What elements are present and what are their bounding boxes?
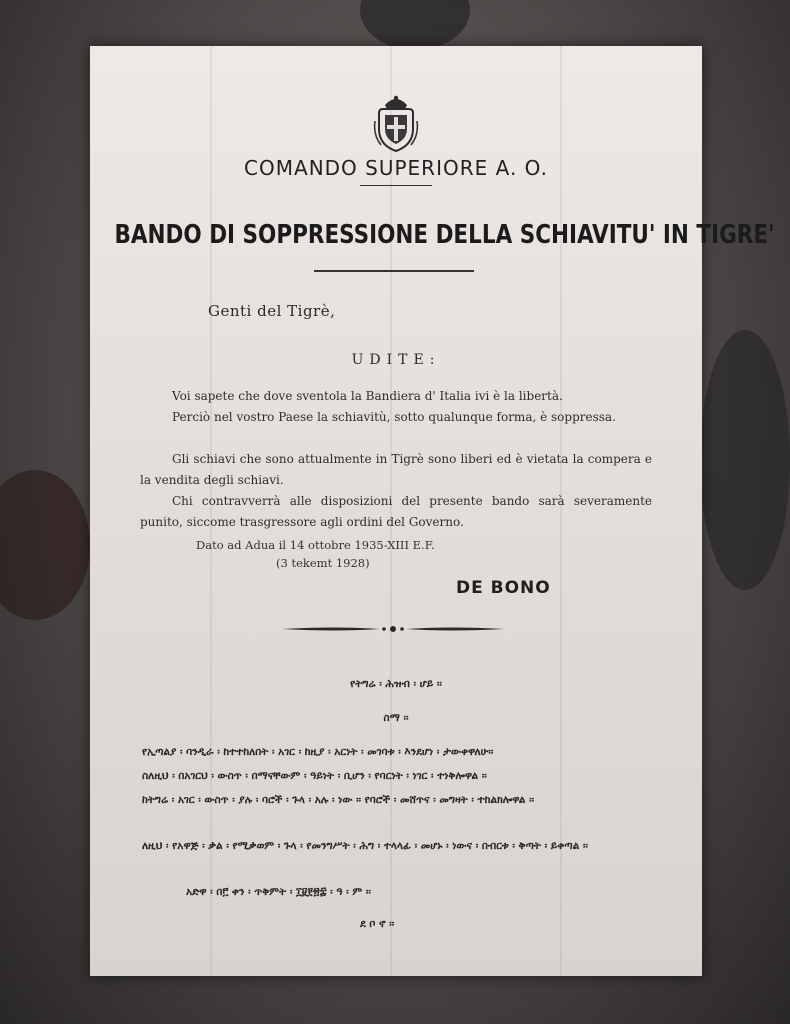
amharic-paragraph: ከትግሬ ፡ አገር ፡ ውስጥ ፡ ያሉ ፡ ባሮች ፡ ጉላ ፡ አሉ ፡ ነው ፡፡ የባሮች ፡ መሸጥና ፡ መግዛት ፡ ተከልክሎዋል ፡፡: [142, 794, 535, 806]
date-block: [196, 536, 435, 572]
amharic-call: ስማ ፡፡: [383, 712, 409, 724]
amharic-paragraph: ስለዚህ ፡ በአገርህ ፡ ውስጥ ፡ በማናቸውም ፡ ዓይነት ፡ ቢሆን ፡ የባርነት ፡ ነገር ፡ ተነቅሎዋል ፡፡: [142, 770, 487, 782]
divider: [314, 270, 474, 272]
ornamental-divider-icon: [280, 620, 506, 638]
salutation: Genti del Tigrè,: [208, 302, 336, 320]
date-alt: (3 tekemt 1928): [276, 556, 370, 570]
amharic-paragraph: ለዚህ ፡ የአዋጅ ፡ ቃል ፡ የሚቃወም ፡ ጉላ ፡ የመንግሥት ፡ ሕግ ፡ ተላላፊ ፡ መሆኑ ፡ ነውና ፡ በብርቱ ፡ ቅጣት ፡ ይቀጣል ፡፡: [142, 840, 588, 852]
wall-stain: [700, 330, 790, 590]
call-to-listen: UDITE:: [351, 352, 441, 368]
savoy-coat-of-arms-icon: [371, 91, 421, 155]
amharic-paragraph: የኢጣልያ ፡ ባንዲራ ፡ ከተተከለበት ፡ አገር ፡ ከዚያ ፡ አርነት ፡ መገባቱ ፡ እንደሆነ ፡ ታውቀዋለሁ፡፡: [142, 746, 494, 758]
paragraph: Chi contravverrà alle disposizioni del presente bando sarà severamente punito, siccome trasgressore agli ordini del Governo.: [140, 494, 652, 529]
proclamation-poster: [90, 46, 775, 976]
paragraph: Gli schiavi che sono attualmente in Tigrè sono liberi ed è vietata la compera e la vendita degli schiavi.: [140, 452, 652, 487]
wall-stain: [0, 470, 90, 620]
amharic-salutation: የትግሬ ፡ ሕዝብ ፡ ሆይ ፡፡: [350, 678, 442, 690]
divider: [360, 185, 432, 186]
amharic-signature: ደ ቦ ኖ ፡፡: [360, 918, 395, 930]
paragraph: Perciò nel vostro Paese la schiavitù, sotto qualunque forma, è soppressa.: [172, 410, 616, 424]
amharic-date: አድዋ ፡ በ፫ ቀን ፡ ጥቅምት ፡ ፲፱፻፳፰ ፡ ዓ ፡ ም ፡፡: [186, 886, 371, 898]
command-header: COMANDO SUPERIORE A. O.: [244, 156, 548, 180]
signature: DE BONO: [456, 578, 551, 598]
wall-stain: [360, 0, 470, 50]
date-line: Dato ad Adua il 14 ottobre 1935-XIII E.F.: [196, 538, 435, 552]
paragraph: Voi sapete che dove sventola la Bandiera d' Italia ivi è la libertà.: [172, 389, 563, 403]
proclamation-title: BANDO DI SOPPRESSIONE DELLA SCHIAVITU' IN TIGRE': [114, 220, 775, 250]
